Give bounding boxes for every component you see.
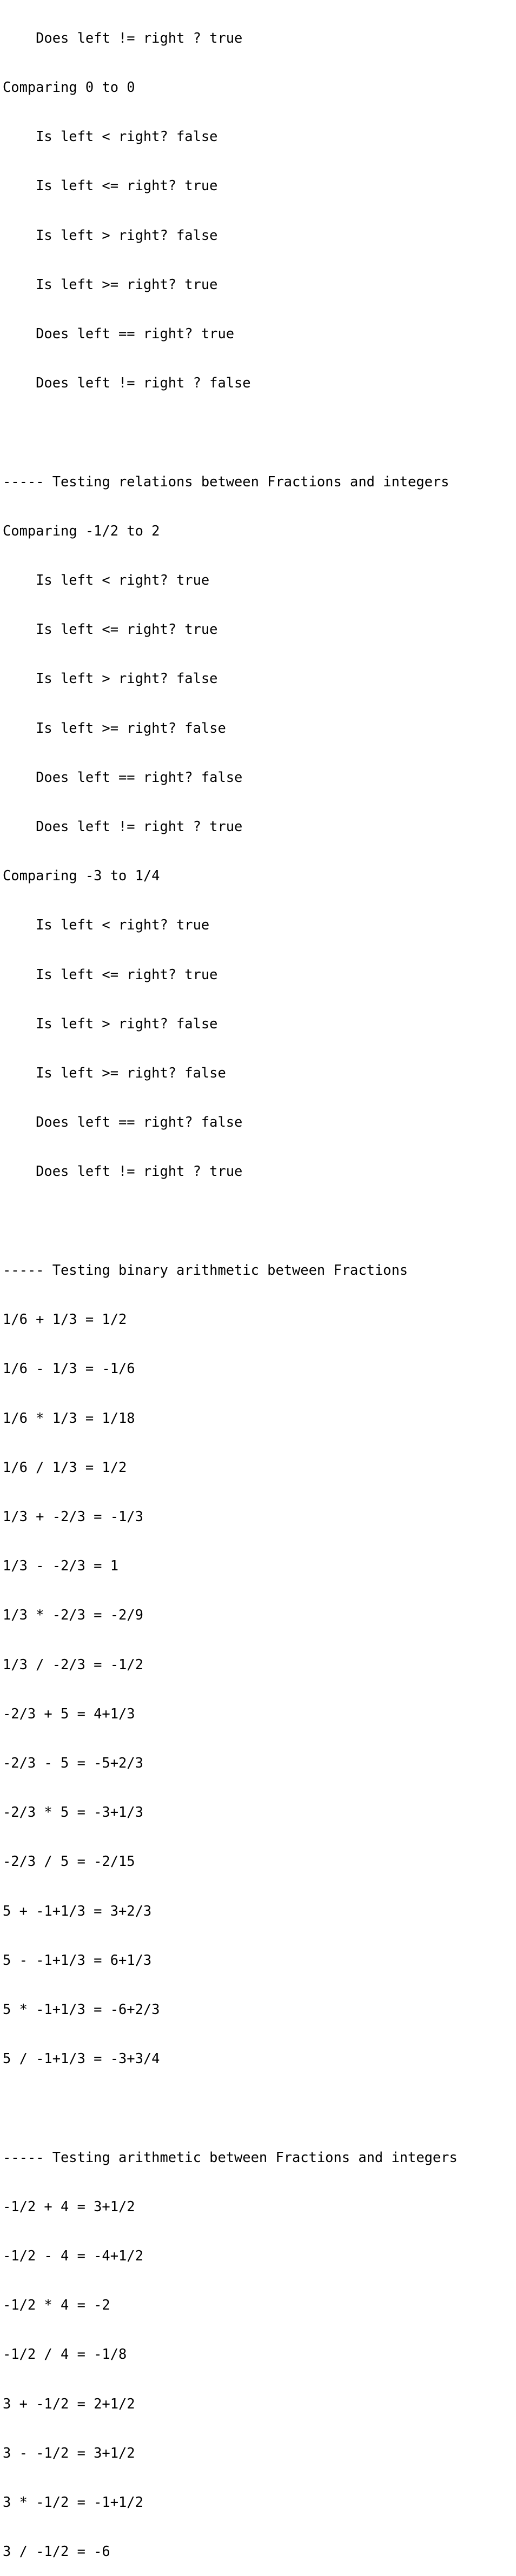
output-line: 1/6 / 1/3 = 1/2 [3,1458,127,1475]
blank-line [3,2099,514,2116]
output-line: 5 - -1+1/3 = 6+1/3 [3,1951,152,1968]
output-line: Does left != right ? false [3,374,251,391]
blank-line [3,424,514,440]
output-line: Does left != right ? true [3,1163,243,1180]
section-header: ----- Testing binary arithmetic between Fractions [3,1261,408,1278]
output-line: 1/3 * -2/3 = -2/9 [3,1607,143,1623]
output-line: 1/3 / -2/3 = -1/2 [3,1656,143,1672]
output-line: Is left < right? true [3,572,210,588]
output-line: Is left <= right? true [3,621,218,638]
section-header: ----- Testing arithmetic between Fractions and integers [3,2149,458,2165]
output-line: 1/3 - -2/3 = 1 [3,1557,119,1574]
output-line: Is left <= right? true [3,966,218,982]
output-line: -1/2 / 4 = -1/8 [3,2346,127,2363]
output-line: -2/3 + 5 = 4+1/3 [3,1705,135,1722]
output-line: Is left <= right? true [3,177,218,194]
output-line: Is left < right? true [3,916,210,933]
output-line: 5 / -1+1/3 = -3+3/4 [3,2050,160,2067]
output-line: -2/3 * 5 = -3+1/3 [3,1804,143,1821]
output-line: 1/6 - 1/3 = -1/6 [3,1360,135,1377]
output-line: 5 * -1+1/3 = -6+2/3 [3,2000,160,2017]
output-line: 3 + -1/2 = 2+1/2 [3,2395,135,2412]
output-line: Does left == right? true [3,325,235,342]
output-line: Does left == right? false [3,768,243,785]
output-line: 3 - -1/2 = 3+1/2 [3,2444,135,2461]
section-header: ----- Testing relations between Fractions and integers [3,473,449,490]
output-line: 1/3 + -2/3 = -1/3 [3,1508,143,1524]
output-line: Does left != right ? true [3,818,243,835]
console-output [3,0,514,2576]
blank-line [3,1213,514,1229]
output-line: 1/6 * 1/3 = 1/18 [3,1409,135,1426]
output-line: Is left >= right? false [3,719,226,736]
output-line: Is left >= right? true [3,276,218,292]
output-line: Is left > right? false [3,1015,218,1032]
output-line: Is left < right? false [3,128,218,145]
output-line: -2/3 - 5 = -5+2/3 [3,1754,143,1771]
output-line: -2/3 / 5 = -2/15 [3,1853,135,1870]
output-line: Is left >= right? false [3,1065,226,1081]
output-line: 3 * -1/2 = -1+1/2 [3,2493,143,2510]
output-line: 3 / -1/2 = -6 [3,2543,110,2560]
output-line: Does left == right? false [3,1114,243,1130]
output-line: Comparing 0 to 0 [3,79,135,96]
output-line: Comparing -3 to 1/4 [3,867,160,884]
output-line: 5 + -1+1/3 = 3+2/3 [3,1902,152,1919]
output-line: -1/2 + 4 = 3+1/2 [3,2198,135,2214]
output-line: -1/2 * 4 = -2 [3,2297,110,2313]
output-line: 1/6 + 1/3 = 1/2 [3,1311,127,1328]
output-line: Is left > right? false [3,670,218,687]
output-line: Comparing -1/2 to 2 [3,522,160,539]
output-line: -1/2 - 4 = -4+1/2 [3,2247,143,2264]
output-line: Is left > right? false [3,226,218,243]
output-line: Does left != right ? true [3,29,243,46]
